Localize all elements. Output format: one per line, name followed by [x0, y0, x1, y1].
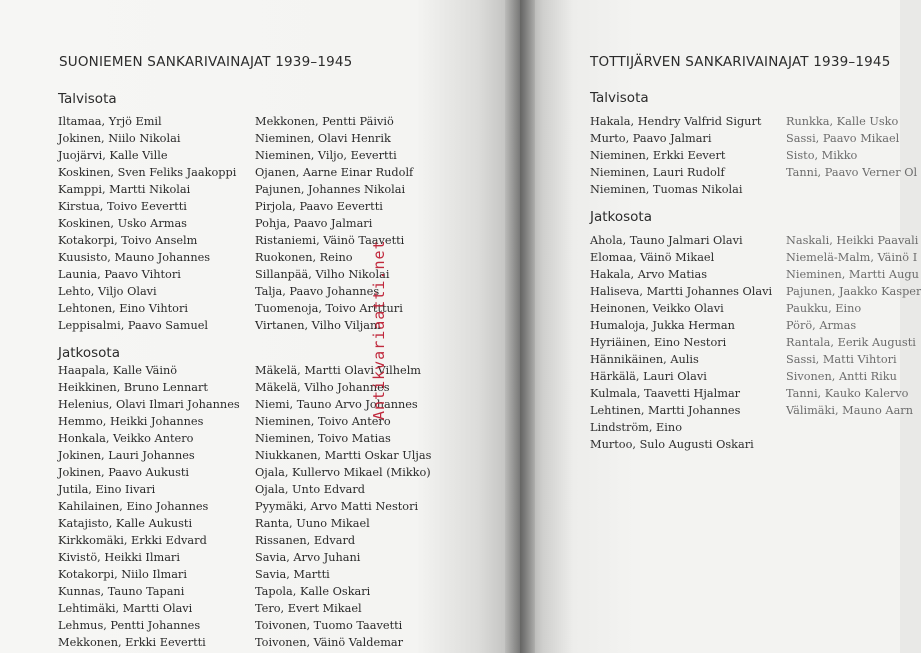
name-entry: Jokinen, Lauri Johannes — [58, 449, 195, 462]
name-entry: Paukku, Eino — [786, 302, 862, 315]
name-entry: Sivonen, Antti Riku — [786, 370, 897, 383]
name-entry: Heikkinen, Bruno Lennart — [58, 381, 208, 394]
section-heading-talvisota: Talvisota — [590, 90, 649, 106]
name-entry: Ruokonen, Reino — [255, 251, 353, 264]
name-entry: Naskali, Heikki Paavali — [786, 234, 919, 247]
name-entry: Kuusisto, Mauno Johannes — [58, 251, 211, 264]
name-entry: Tanni, Paavo Verner Ol — [786, 166, 918, 179]
name-entry: Launia, Paavo Vihtori — [58, 268, 181, 281]
name-entry: Iltamaa, Yrjö Emil — [58, 115, 162, 128]
name-entry: Kamppi, Martti Nikolai — [58, 183, 191, 196]
name-entry: Pajunen, Jaakko Kasper — [786, 285, 921, 298]
name-entry: Savia, Arvo Juhani — [255, 551, 361, 564]
name-entry: Honkala, Veikko Antero — [58, 432, 194, 445]
name-entry: Sassi, Matti Vihtori — [786, 353, 897, 366]
name-entry: Pajunen, Johannes Nikolai — [255, 183, 406, 196]
name-entry: Murtoo, Sulo Augusti Oskari — [590, 438, 754, 451]
name-entry: Ojanen, Aarne Einar Rudolf — [255, 166, 414, 179]
name-entry: Sillanpää, Vilho Nikolai — [255, 268, 390, 281]
name-entry: Toivonen, Tuomo Taavetti — [255, 619, 403, 632]
name-entry: Murto, Paavo Jalmari — [590, 132, 712, 145]
name-entry: Nieminen, Tuomas Nikolai — [590, 183, 743, 196]
name-entry: Hemmo, Heikki Johannes — [58, 415, 204, 428]
name-entry: Nieminen, Erkki Eevert — [590, 149, 726, 162]
name-entry: Haliseva, Martti Johannes Olavi — [590, 285, 773, 298]
name-entry: Lindström, Eino — [590, 421, 682, 434]
name-entry: Mäkelä, Vilho Johannes — [255, 381, 390, 394]
name-list — [58, 113, 236, 334]
name-entry: Tero, Evert Mikael — [255, 602, 362, 615]
name-list — [590, 232, 772, 453]
name-list — [255, 113, 413, 334]
name-entry: Lehtonen, Eino Vihtori — [58, 302, 188, 315]
page-title: TOTTIJÄRVEN SANKARIVAINAJAT 1939–1945 — [590, 54, 891, 70]
name-entry: Kunnas, Tauno Tapani — [58, 585, 185, 598]
name-entry: Pirjola, Paavo Eevertti — [255, 200, 383, 213]
name-list — [590, 113, 761, 198]
name-entry: Pyymäki, Arvo Matti Nestori — [255, 500, 419, 513]
name-entry: Savia, Martti — [255, 568, 330, 581]
name-entry: Välimäki, Mauno Aarn — [786, 404, 913, 417]
name-entry: Nieminen, Martti Augu — [786, 268, 919, 281]
name-entry: Hyriäinen, Eino Nestori — [590, 336, 727, 349]
name-entry: Pörö, Armas — [786, 319, 857, 332]
name-entry: Lehtinen, Martti Johannes — [590, 404, 741, 417]
name-entry: Humaloja, Jukka Herman — [590, 319, 735, 332]
name-entry: Kulmala, Taavetti Hjalmar — [590, 387, 741, 400]
name-entry: Katajisto, Kalle Aukusti — [58, 517, 193, 530]
name-entry: Lehmus, Pentti Johannes — [58, 619, 201, 632]
name-list — [255, 362, 431, 651]
name-entry: Mekkonen, Erkki Eevertti — [58, 636, 206, 649]
name-entry: Jokinen, Paavo Aukusti — [58, 466, 190, 479]
name-entry: Kirstua, Toivo Eevertti — [58, 200, 187, 213]
name-entry: Rantala, Eerik Augusti — [786, 336, 916, 349]
name-entry: Talja, Paavo Johannes — [255, 285, 380, 298]
name-entry: Virtanen, Vilho Viljam — [255, 319, 381, 332]
name-entry: Niukkanen, Martti Oskar Uljas — [255, 449, 432, 462]
name-entry: Jokinen, Niilo Nikolai — [58, 132, 181, 145]
name-entry: Ojala, Unto Edvard — [255, 483, 365, 496]
name-entry: Hännikäinen, Aulis — [590, 353, 699, 366]
name-entry: Toivonen, Väinö Valdemar — [255, 636, 404, 649]
name-entry: Koskinen, Sven Feliks Jaakoppi — [58, 166, 237, 179]
name-entry: Runkka, Kalle Usko — [786, 115, 899, 128]
name-entry: Ahola, Tauno Jalmari Olavi — [590, 234, 743, 247]
section-heading-talvisota: Talvisota — [58, 91, 117, 107]
section-heading-jatkosota: Jatkosota — [590, 209, 653, 225]
name-entry: Heinonen, Veikko Olavi — [590, 302, 724, 315]
name-entry: Hakala, Hendry Valfrid Sigurt — [590, 115, 762, 128]
name-entry: Mäkelä, Martti Olavi Vilhelm — [255, 364, 422, 377]
name-entry: Sisto, Mikko — [786, 149, 858, 162]
name-entry: Ristaniemi, Väinö Taavetti — [255, 234, 405, 247]
name-entry: Koskinen, Usko Armas — [58, 217, 187, 230]
name-entry: Härkälä, Lauri Olavi — [590, 370, 707, 383]
name-entry: Tuomenoja, Toivo Arttturi — [255, 302, 403, 315]
name-entry: Leppisalmi, Paavo Samuel — [58, 319, 209, 332]
name-entry: Rissanen, Edvard — [255, 534, 356, 547]
name-entry: Tanni, Kauko Kalervo — [786, 387, 909, 400]
name-entry: Ojala, Kullervo Mikael (Mikko) — [255, 466, 431, 479]
section-heading-jatkosota: Jatkosota — [58, 345, 121, 361]
name-entry: Elomaa, Väinö Mikael — [590, 251, 715, 264]
name-entry: Sassi, Paavo Mikael — [786, 132, 900, 145]
name-entry: Jutila, Eino Iivari — [58, 483, 156, 496]
name-entry: Haapala, Kalle Väinö — [58, 364, 178, 377]
name-entry: Niemelä-Malm, Väinö I — [786, 251, 918, 264]
name-entry: Nieminen, Toivo Matias — [255, 432, 391, 445]
name-entry: Mekkonen, Pentti Päiviö — [255, 115, 394, 128]
name-entry: Pohja, Paavo Jalmari — [255, 217, 373, 230]
name-entry: Lehto, Viljo Olavi — [58, 285, 157, 298]
name-entry: Lehtimäki, Martti Olavi — [58, 602, 193, 615]
name-entry: Kivistö, Heikki Ilmari — [58, 551, 180, 564]
name-entry: Niemi, Tauno Arvo Johannes — [255, 398, 418, 411]
book-gutter — [505, 0, 535, 653]
name-entry: Nieminen, Lauri Rudolf — [590, 166, 725, 179]
name-entry: Kirkkomäki, Erkki Edvard — [58, 534, 207, 547]
name-list — [58, 362, 240, 651]
name-entry: Nieminen, Olavi Henrik — [255, 132, 391, 145]
name-list — [786, 232, 921, 419]
name-entry: Helenius, Olavi Ilmari Johannes — [58, 398, 240, 411]
name-entry: Nieminen, Viljo, Eevertti — [255, 149, 397, 162]
name-entry: Kotakorpi, Niilo Ilmari — [58, 568, 187, 581]
name-entry: Juojärvi, Kalle Ville — [58, 149, 168, 162]
name-entry: Tapola, Kalle Oskari — [255, 585, 371, 598]
name-entry: Kahilainen, Eino Johannes — [58, 500, 209, 513]
page-title: SUONIEMEN SANKARIVAINAJAT 1939–1945 — [59, 54, 353, 70]
name-list — [786, 113, 917, 181]
right-page — [520, 0, 921, 653]
name-entry: Nieminen, Toivo Antero — [255, 415, 391, 428]
name-entry: Kotakorpi, Toivo Anselm — [58, 234, 198, 247]
name-entry: Ranta, Uuno Mikael — [255, 517, 370, 530]
watermark: Antikvariaatti.net — [370, 239, 388, 420]
name-entry: Hakala, Arvo Matias — [590, 268, 708, 281]
